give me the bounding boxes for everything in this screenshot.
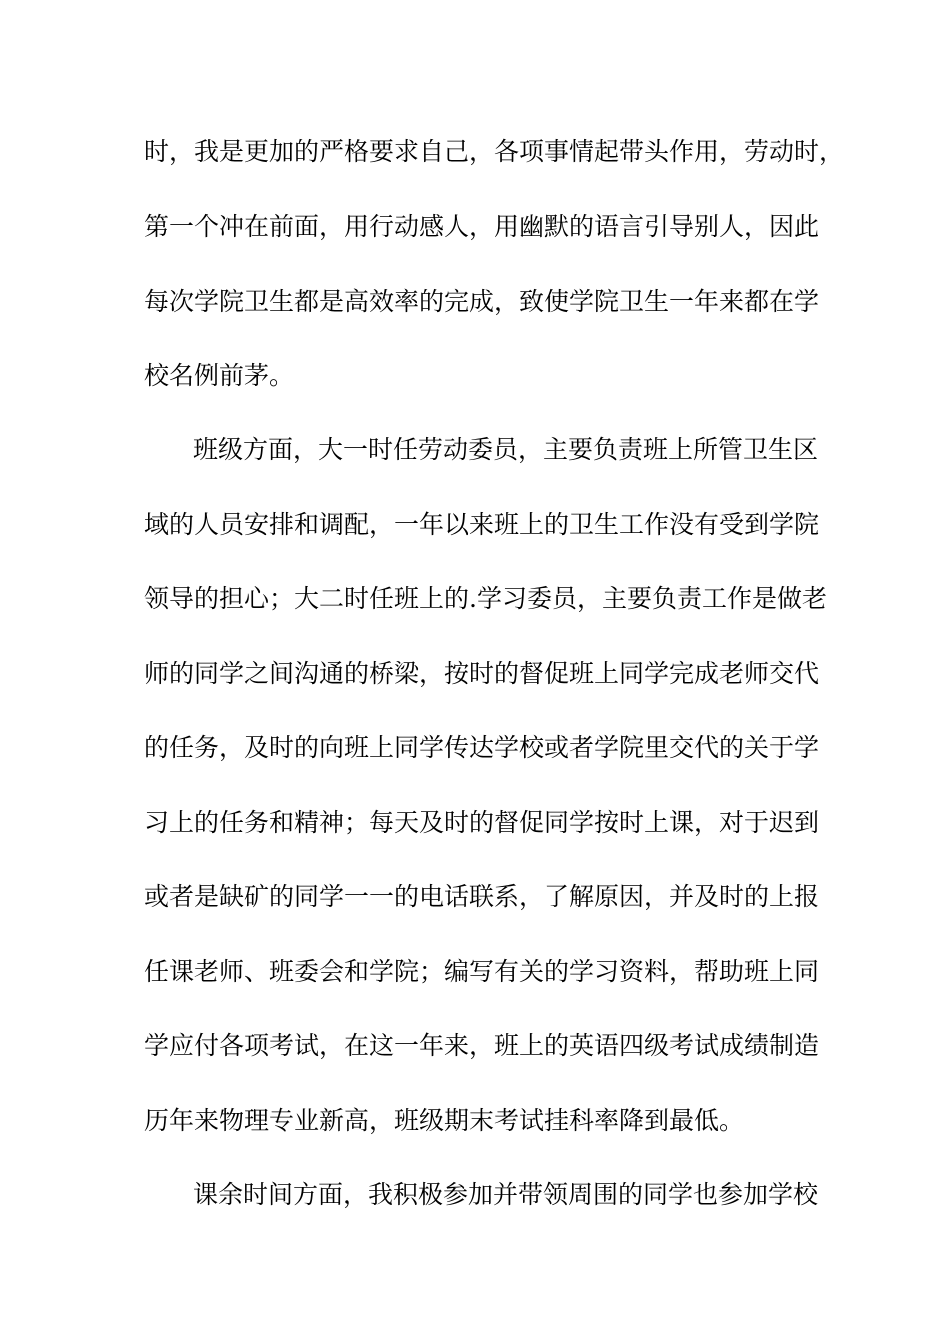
text-line-10: 习上的任务和精神；每天及时的督促同学按时上课，对于迟到 — [144, 808, 820, 837]
text-line-5: 班级方面，大一时任劳动委员，主要负责班上所管卫生区 — [193, 435, 819, 464]
text-line-11: 或者是缺矿的同学一一的电话联系，了解原因，并及时的上报 — [144, 882, 820, 911]
text-line-2: 第一个冲在前面，用行动感人，用幽默的语言引导别人，因此 — [144, 212, 820, 241]
text-line-1: 时，我是更加的严格要求自己，各项事情起带头作用，劳动时， — [144, 137, 845, 166]
text-line-8: 师的同学之间沟通的桥梁，按时的督促班上同学完成老师交代 — [144, 659, 820, 688]
text-line-14: 历年来物理专业新高，班级期末考试挂科率降到最低。 — [144, 1106, 745, 1135]
text-line-15: 课余时间方面，我积极参加并带领周围的同学也参加学校 — [193, 1180, 819, 1209]
text-line-9: 的任务，及时的向班上同学传达学校或者学院里交代的关于学 — [144, 733, 820, 762]
text-line-4: 校名例前茅。 — [144, 361, 295, 390]
text-line-7: 领导的担心；大二时任班上的.学习委员，主要负责工作是做老 — [144, 584, 827, 613]
text-line-12: 任课老师、班委会和学院；编写有关的学习资料，帮助班上同 — [144, 957, 820, 986]
text-line-13: 学应付各项考试，在这一年来，班上的英语四级考试成绩制造 — [144, 1031, 820, 1060]
text-line-3: 每次学院卫生都是高效率的完成，致使学院卫生一年来都在学 — [144, 287, 820, 316]
text-line-6: 域的人员安排和调配，一年以来班上的卫生工作没有受到学院 — [144, 510, 820, 539]
